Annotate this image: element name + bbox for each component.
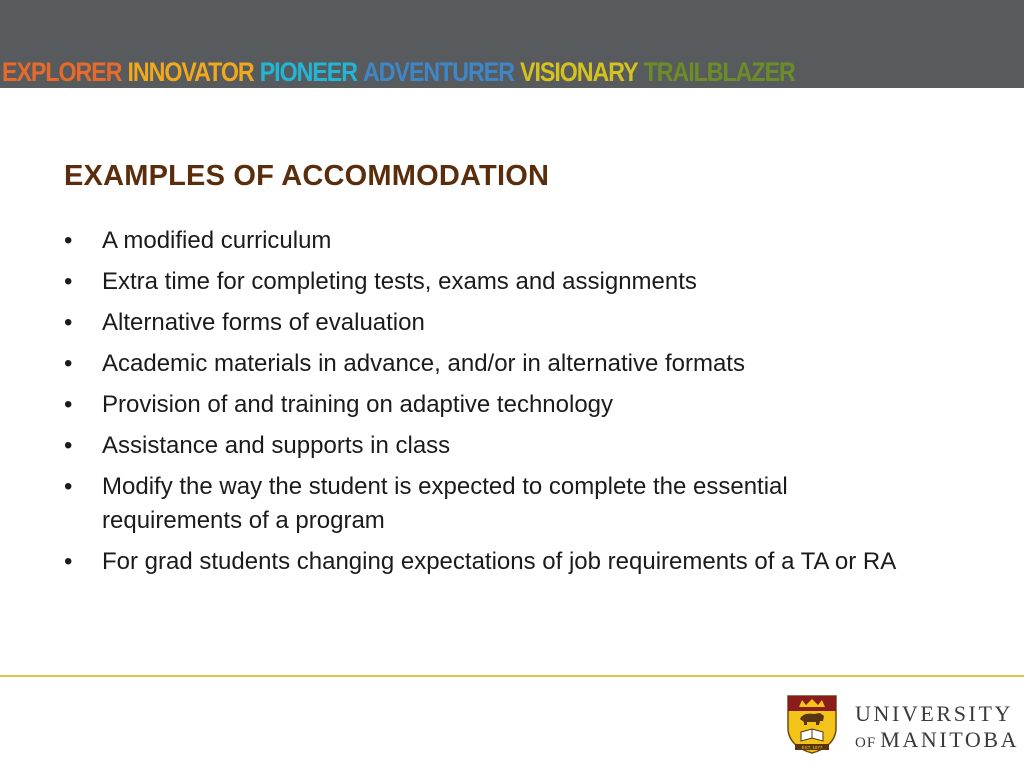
wordmark-line2	[855, 728, 1019, 755]
bullet-list	[64, 224, 914, 586]
bullet-item	[64, 429, 914, 463]
bullet-item	[64, 306, 914, 340]
bullet-text: Academic materials in advance, and/or in alternative formats	[102, 350, 745, 377]
bullet-marker: •	[64, 227, 73, 254]
bullet-marker: •	[64, 473, 73, 500]
tagline-word-adventurer: ADVENTURER	[363, 57, 514, 87]
bullet-marker: •	[64, 548, 73, 575]
university-wordmark	[855, 702, 1019, 755]
tagline-word-pioneer: PIONEER	[259, 57, 358, 87]
bullet-item	[64, 545, 914, 579]
wordmark-manitoba: MANITOBA	[880, 727, 1020, 752]
bullet-marker: •	[64, 350, 73, 377]
bullet-text: Extra time for completing tests, exams and assignments	[102, 268, 697, 295]
bullet-item	[64, 224, 914, 258]
crest-year: EST. 1877	[801, 745, 823, 750]
university-crest-icon	[786, 694, 838, 754]
bullet-text: For grad students changing expectations of job requirements of a TA or RA	[102, 548, 897, 575]
tagline-word-innovator: INNOVATOR	[127, 57, 254, 87]
bullet-text: A modified curriculum	[102, 227, 332, 254]
bullet-marker: •	[64, 432, 73, 459]
bullet-marker: •	[64, 268, 73, 295]
bullet-item	[64, 265, 914, 299]
bullet-text: Assistance and supports in class	[102, 432, 451, 459]
tagline	[2, 56, 801, 88]
slide-title: EXAMPLES OF ACCOMMODATION	[64, 160, 550, 192]
bullet-marker: •	[64, 391, 73, 418]
tagline-word-trailblazer: TRAILBLAZER	[643, 57, 795, 87]
tagline-word-explorer: EXPLORER	[2, 57, 122, 87]
bullet-text: Alternative forms of evaluation	[102, 309, 425, 336]
wordmark-of: OF	[855, 735, 877, 751]
bullet-item	[64, 470, 914, 538]
tagline-word-visionary: VISIONARY	[519, 57, 638, 87]
footer-divider	[0, 675, 1024, 677]
bullet-text: Provision of and training on adaptive technology	[102, 391, 614, 418]
bullet-marker: •	[64, 309, 73, 336]
bullet-item	[64, 388, 914, 422]
wordmark-university: UNIVERSITY	[855, 701, 1013, 726]
bullet-text: Modify the way the student is expected to complete the essential requirements of a program	[102, 473, 788, 534]
header-band	[0, 0, 1024, 88]
bullet-item	[64, 347, 914, 381]
